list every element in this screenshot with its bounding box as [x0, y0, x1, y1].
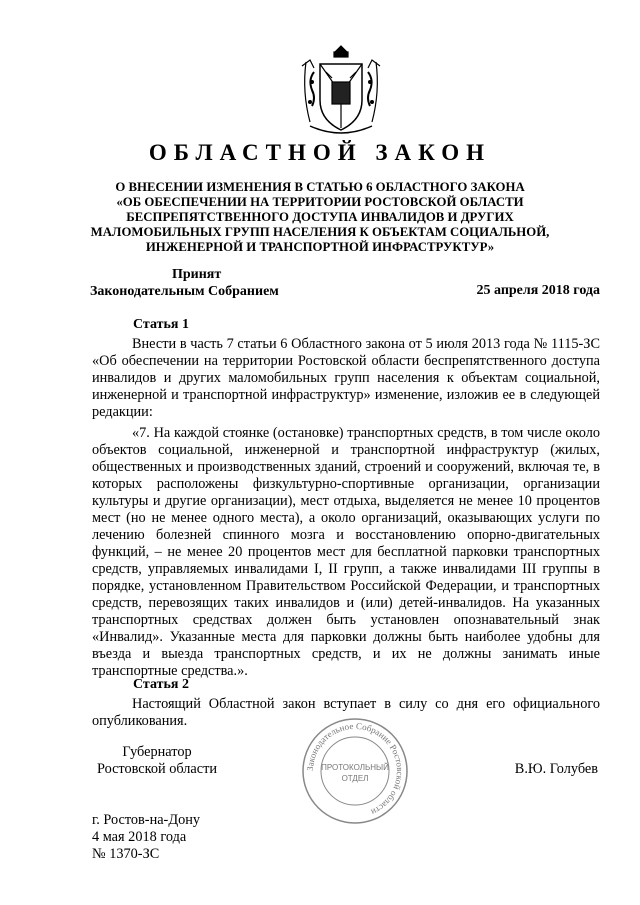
- stamp-inner-line-1: ПРОТОКОЛЬНЫЙ: [321, 763, 389, 772]
- signatory-title: [92, 744, 222, 778]
- stamp-outer-text: Законодательное Собрание Ростовской области: [304, 720, 406, 818]
- subtitle-line: О ВНЕСЕНИИ ИЗМЕНЕНИЯ В СТАТЬЮ 6 ОБЛАСТНОГО ЗАКОНА: [115, 180, 525, 194]
- article-1-paragraph-1: Внести в часть 7 статьи 6 Областного закона от 5 июля 2013 года № 1115-ЗС «Об обеспечении на территории Ростовской области беспрепятственного доступа инвалидов и других маломобильных групп населения к объектам социальной, инженерной и транспортной инфраструктур» изменение, изложив ее в следующей редакции:: [92, 336, 600, 420]
- signatory-region: Ростовской области: [96, 761, 218, 777]
- article-2-paragraph-1: Настоящий Областной закон вступает в силу со дня его официального опубликования.: [92, 696, 600, 729]
- subtitle-line: ИНЖЕНЕРНОЙ И ТРАНСПОРТНОЙ ИНФРАСТРУКТУР»: [145, 240, 495, 254]
- article-1-heading: Статья 1: [133, 317, 189, 332]
- signatory-name: В.Ю. Голубев: [514, 761, 598, 777]
- official-stamp-icon: [300, 716, 410, 826]
- subtitle-line: МАЛОМОБИЛЬНЫХ ГРУПП НАСЕЛЕНИЯ К ОБЪЕКТАМ СОЦИАЛЬНОЙ,: [90, 225, 550, 239]
- law-title: ОБЛАСТНОЙ ЗАКОН: [148, 140, 492, 165]
- city: г. Ростов-на-Дону: [92, 812, 201, 828]
- adopted-date: 25 апреля 2018 года: [476, 283, 600, 298]
- stamp-inner-line-2: ОТДЕЛ: [341, 774, 369, 783]
- signing-date: 4 мая 2018 года: [92, 829, 187, 845]
- adopted-by: Законодательным Собранием: [90, 284, 279, 299]
- adopted-label: Принят: [172, 267, 222, 282]
- adoption-block: [90, 266, 279, 300]
- subtitle-line: «ОБ ОБЕСПЕЧЕНИИ НА ТЕРРИТОРИИ РОСТОВСКОЙ ОБЛАСТИ: [116, 195, 524, 209]
- article-1-body: [92, 336, 600, 680]
- law-number: № 1370-ЗС: [92, 846, 160, 862]
- article-1-paragraph-2: «7. На каждой стоянке (остановке) транспортных средств, в том числе около объектов социальной, инженерной и транспортной инфраструктур (жилых, общественных и производственных зданий, строений и сооружений, включая те, в которых расположены физкультурно-спортивные организации, организации культуры и другие организации), мест отдыха, выделяется не менее 10 процентов мест (но не менее одного места), а около организаций, оказывающих услуги по лечению болезней спинного мозга и восстановлению опорно-двигательных функций, – не менее 20 процентов мест для бесплатной парковки транспортных средств, управляемых инвалидами I, II групп, а также инвалидами III группы в порядке, установленном Правительством Российской Федерации, и транспортных средств, перевозящих таких инвалидов и (или) детей-инвалидов. На указанных транспортных средствах должен быть установлен опознавательный знак «Инвалид». Указанные места для парковки должны быть наиболее удобны для въезда и выезда транспортных средств, и их не должны занимать иные транспортные средства.».: [92, 425, 600, 679]
- article-2-heading: Статья 2: [133, 677, 189, 692]
- signatory-position: Губернатор: [122, 744, 192, 760]
- law-subtitle: [60, 180, 580, 255]
- place-date-number: [92, 812, 200, 863]
- rostov-oblast-coat-of-arms-icon: [296, 42, 386, 140]
- subtitle-line: БЕСПРЕПЯТСТВЕННОГО ДОСТУПА ИНВАЛИДОВ И ДРУГИХ: [126, 210, 514, 224]
